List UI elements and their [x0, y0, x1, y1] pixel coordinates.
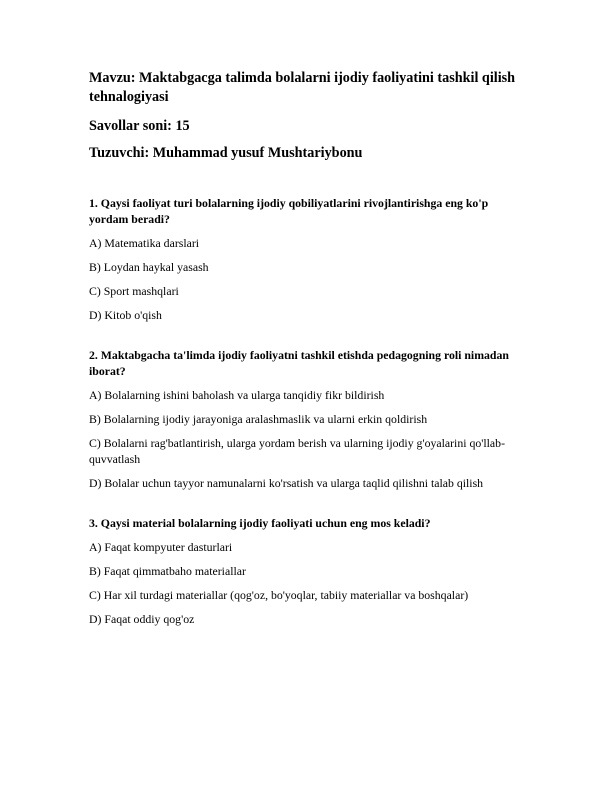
question-2 [89, 347, 529, 491]
section-spacer [89, 171, 529, 195]
question-count: Savollar soni: 15 [89, 118, 190, 134]
option-c: C) Sport mashqlari [89, 284, 179, 298]
option-c: C) Bolalarni rag'batlantirish, ularga yordam berish va ularning ijodiy g'oyalarini qo'llab-quvvatlash [89, 436, 505, 466]
option-d: D) Bolalar uchun tayyor namunalarni ko'rsatish va ularga taqlid qilishni talab qilish [89, 476, 484, 490]
question-text: 2. Maktabgacha ta'limda ijodiy faoliyatni tashkil etishda pedagogning roli nimadan iborat? [89, 348, 509, 378]
option-d: D) Kitob o'qish [89, 308, 162, 322]
author-line: Tuzuvchi: Muhammad yusuf Mushtariybonu [89, 145, 363, 161]
option-b: B) Faqat qimmatbaho materiallar [89, 564, 246, 578]
document-page [89, 69, 529, 651]
option-b: B) Bolalarning ijodiy jarayoniga aralashmaslik va ularni erkin qoldirish [89, 412, 428, 426]
option-c: C) Har xil turdagi materiallar (qog'oz, bo'yoqlar, tabiiy materiallar va boshqalar) [89, 588, 469, 602]
topic-title: Mavzu: Maktabgacga talimda bolalarni ijodiy faoliyatini tashkil qilish tehnalogiyasi [89, 70, 516, 105]
question-text: 3. Qaysi material bolalarning ijodiy faoliyati uchun eng mos keladi? [89, 516, 431, 530]
option-a: A) Bolalarning ishini baholash va ularga tanqidiy fikr bildirish [89, 388, 385, 402]
question-text: 1. Qaysi faoliyat turi bolalarning ijodiy qobiliyatlarini rivojlantirishga eng ko'p yordam beradi? [89, 196, 489, 226]
question-3 [89, 515, 529, 627]
option-d: D) Faqat oddiy qog'oz [89, 612, 195, 626]
option-a: A) Faqat kompyuter dasturlari [89, 540, 233, 554]
option-b: B) Loydan haykal yasash [89, 260, 209, 274]
question-1 [89, 195, 529, 323]
option-a: A) Matematika darslari [89, 236, 200, 250]
